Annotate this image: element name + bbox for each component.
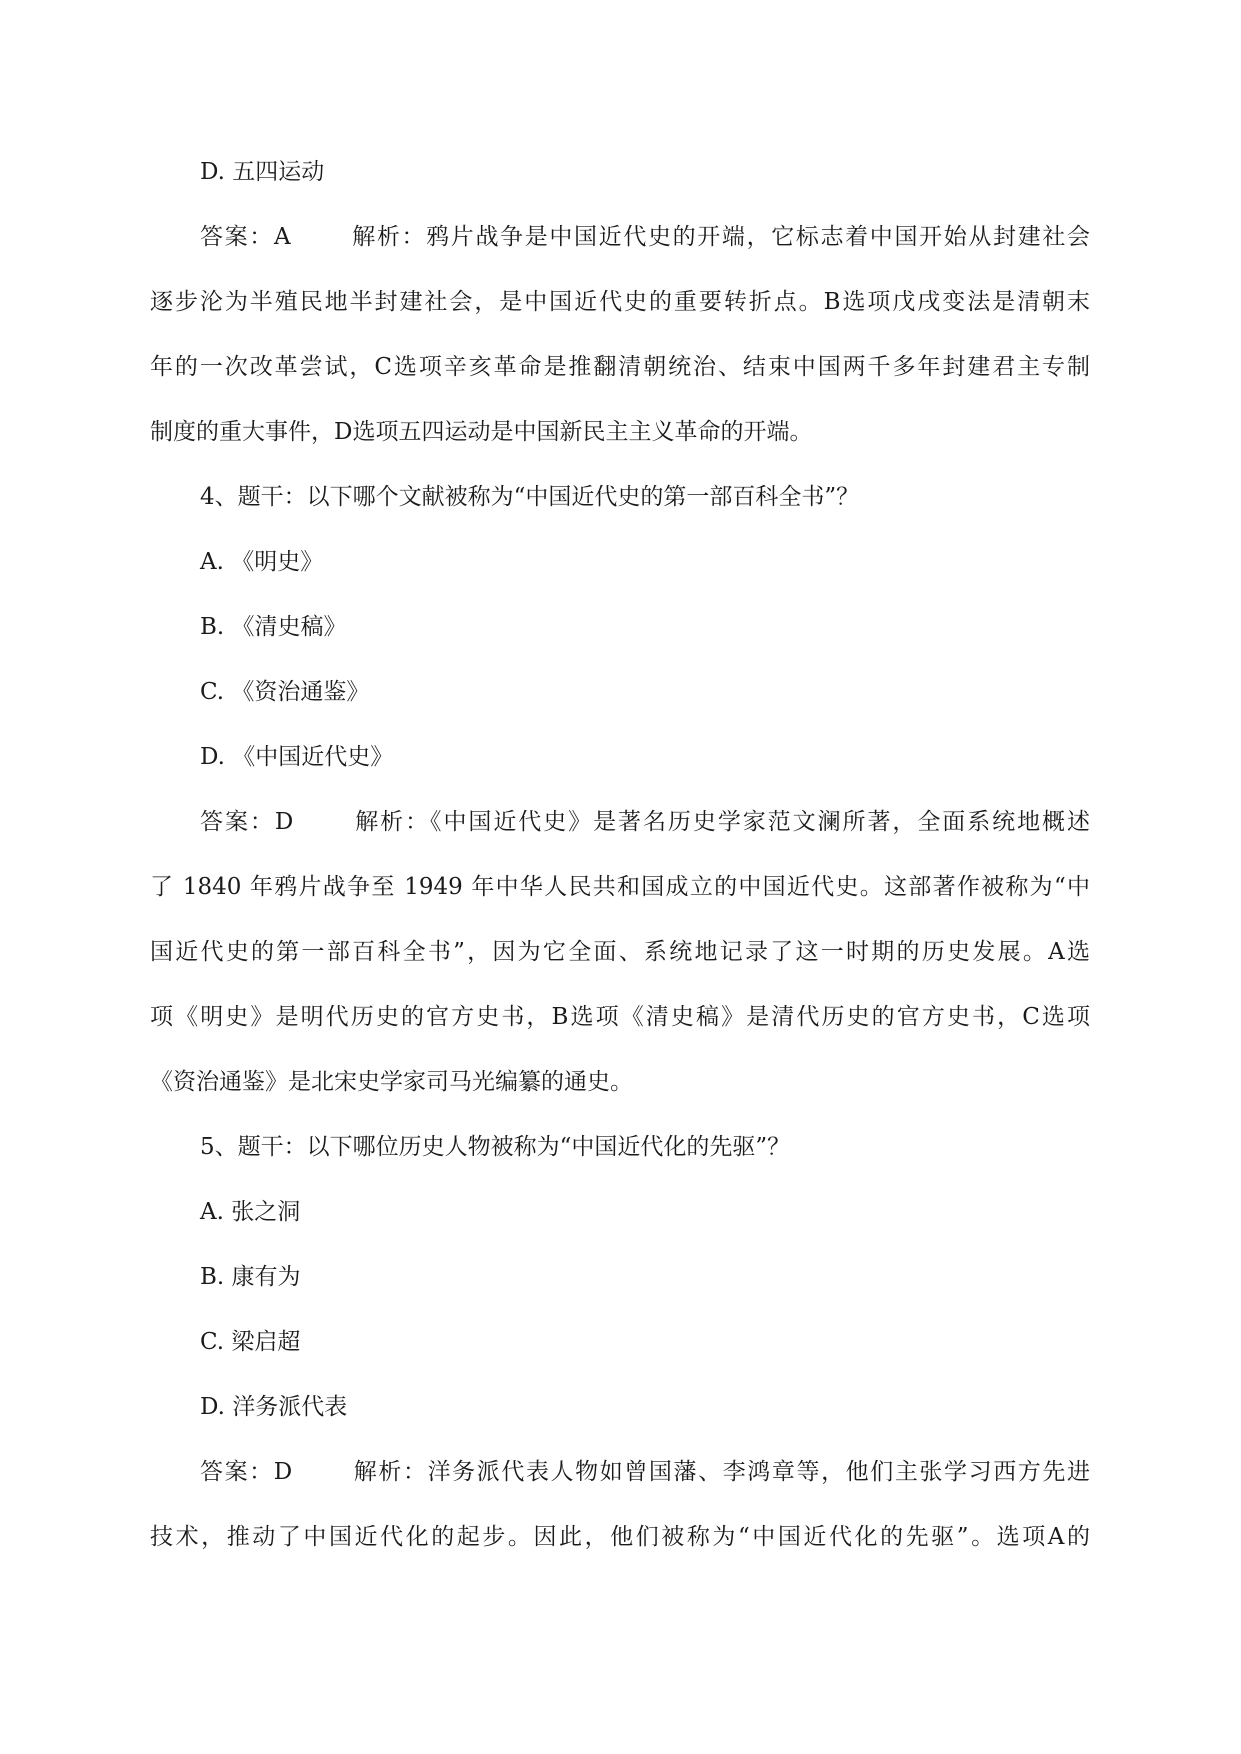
answer-label: 答案：D <box>200 809 294 835</box>
analysis-line: 年的一次改革尝试，C选项辛亥革命是推翻清朝统治、结束中国两千多年封建君主专制 <box>150 354 1090 380</box>
answer-line-q5 <box>150 1440 1090 1505</box>
option-d-q3: D. 五四运动 <box>200 159 325 185</box>
question-4-stem: 4、题干：以下哪个文献被称为“中国近代史的第一部百科全书”？ <box>200 484 860 510</box>
analysis-line: 制度的重大事件，D选项五四运动是中国新民主主义革命的开端。 <box>150 419 813 445</box>
option-b-q5: B. 康有为 <box>200 1264 301 1290</box>
analysis-line: 项《明史》是明代历史的官方史书，B选项《清史稿》是清代历史的官方史书，C选项 <box>150 1004 1090 1030</box>
analysis-line: 《资治通鉴》是北宋史学家司马光编纂的通史。 <box>150 1069 633 1095</box>
option-d-q5: D. 洋务派代表 <box>200 1394 348 1420</box>
analysis-line: 了 1840 年鸦片战争至 1949 年中华人民共和国成立的中国近代史。这部著作被称为“中 <box>150 874 1090 900</box>
analysis-text: 解析：洋务派代表人物如曾国藩、李鸿章等，他们主张学习西方先进 <box>352 1459 1090 1485</box>
option-a-q5: A. 张之洞 <box>200 1199 301 1225</box>
document-body <box>150 140 1090 1570</box>
analysis-line: 国近代史的第一部百科全书”，因为它全面、系统地记录了这一时期的历史发展。A选 <box>150 939 1090 965</box>
analysis-text: 解析：鸦片战争是中国近代史的开端，它标志着中国开始从封建社会 <box>350 224 1090 250</box>
option-d-q4: D. 《中国近代史》 <box>200 744 394 770</box>
option-a-q4: A. 《明史》 <box>200 549 324 575</box>
answer-label: 答案：A <box>200 224 291 250</box>
analysis-text: 解析：《中国近代史》是著名历史学家范文澜所著，全面系统地概述 <box>353 809 1090 835</box>
option-c-q5: C. 梁启超 <box>200 1329 301 1355</box>
question-5-stem: 5、题干：以下哪位历史人物被称为“中国近代化的先驱”？ <box>200 1134 791 1160</box>
option-c-q4: C. 《资治通鉴》 <box>200 679 370 705</box>
option-b-q4: B. 《清史稿》 <box>200 614 347 640</box>
analysis-line: 逐步沦为半殖民地半封建社会，是中国近代史的重要转折点。B选项戊戌变法是清朝末 <box>150 289 1090 315</box>
answer-label: 答案：D <box>200 1459 293 1485</box>
answer-line-q4 <box>150 790 1090 855</box>
answer-line-q3 <box>150 205 1090 270</box>
analysis-line: 技术，推动了中国近代化的起步。因此，他们被称为“中国近代化的先驱”。选项A的 <box>150 1524 1090 1550</box>
